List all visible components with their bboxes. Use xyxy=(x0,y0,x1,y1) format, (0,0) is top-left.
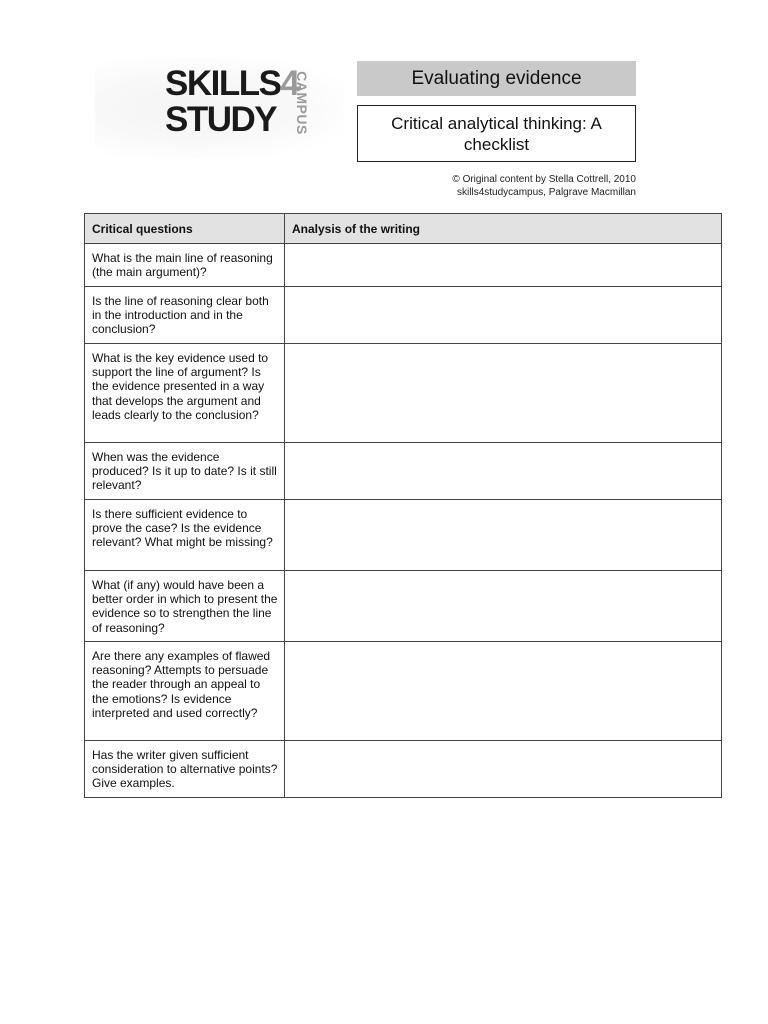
table-row xyxy=(85,571,722,642)
analysis-cell[interactable] xyxy=(285,443,722,500)
logo-four-text: 4 xyxy=(280,64,299,103)
question-cell: What (if any) would have been a better order in which to present the evidence so to strengthen the line of reasoning? xyxy=(85,571,285,642)
copyright-credit xyxy=(452,173,636,199)
credit-line-author: © Original content by Stella Cottrell, 2010 xyxy=(452,174,636,185)
logo-line-study: STUDY xyxy=(165,100,277,139)
question-cell: What is the main line of reasoning (the main argument)? xyxy=(85,244,285,287)
analysis-cell[interactable] xyxy=(285,344,722,443)
page-subtitle-box xyxy=(357,105,636,162)
question-cell: What is the key evidence used to support the line of argument? Is the evidence presented in a way that develops the argument and leads clearly to the conclusion? xyxy=(85,344,285,443)
page-subtitle: Critical analytical thinking: A checklist xyxy=(391,113,602,154)
column-header-analysis: Analysis of the writing xyxy=(285,214,722,244)
table-row xyxy=(85,642,722,741)
analysis-cell[interactable] xyxy=(285,500,722,571)
analysis-cell[interactable] xyxy=(285,642,722,741)
credit-line-publisher: skills4studycampus, Palgrave Macmillan xyxy=(457,187,636,198)
column-header-critical-questions: Critical questions xyxy=(85,214,285,244)
question-cell: Has the writer given sufficient consideration to alternative points? Give examples. xyxy=(85,741,285,798)
table-row xyxy=(85,500,722,571)
analysis-cell[interactable] xyxy=(285,741,722,798)
table-row xyxy=(85,287,722,344)
analysis-cell[interactable] xyxy=(285,287,722,344)
question-cell: Is the line of reasoning clear both in the introduction and in the conclusion? xyxy=(85,287,285,344)
analysis-cell[interactable] xyxy=(285,571,722,642)
logo-skills-text: SKILLS xyxy=(165,64,281,103)
question-cell: When was the evidence produced? Is it up to date? Is it still relevant? xyxy=(85,443,285,500)
page-title: Evaluating evidence xyxy=(357,61,636,96)
logo-campus-vertical xyxy=(292,70,312,136)
analysis-cell[interactable] xyxy=(285,244,722,287)
table-row xyxy=(85,443,722,500)
table-row xyxy=(85,741,722,798)
question-cell: Is there sufficient evidence to prove the case? Is the evidence relevant? What might be missing? xyxy=(85,500,285,571)
table-header-row xyxy=(85,214,722,244)
table-row xyxy=(85,344,722,443)
evidence-checklist-table xyxy=(84,213,722,798)
table-row xyxy=(85,244,722,287)
skills4study-campus-logo xyxy=(165,66,315,140)
logo-campus-text: CAMPUS xyxy=(294,71,311,135)
question-cell: Are there any examples of flawed reasoning? Attempts to persuade the reader through an appeal to the emotions? Is evidence interpreted and used correctly? xyxy=(85,642,285,741)
logo-line-skills xyxy=(165,66,298,101)
